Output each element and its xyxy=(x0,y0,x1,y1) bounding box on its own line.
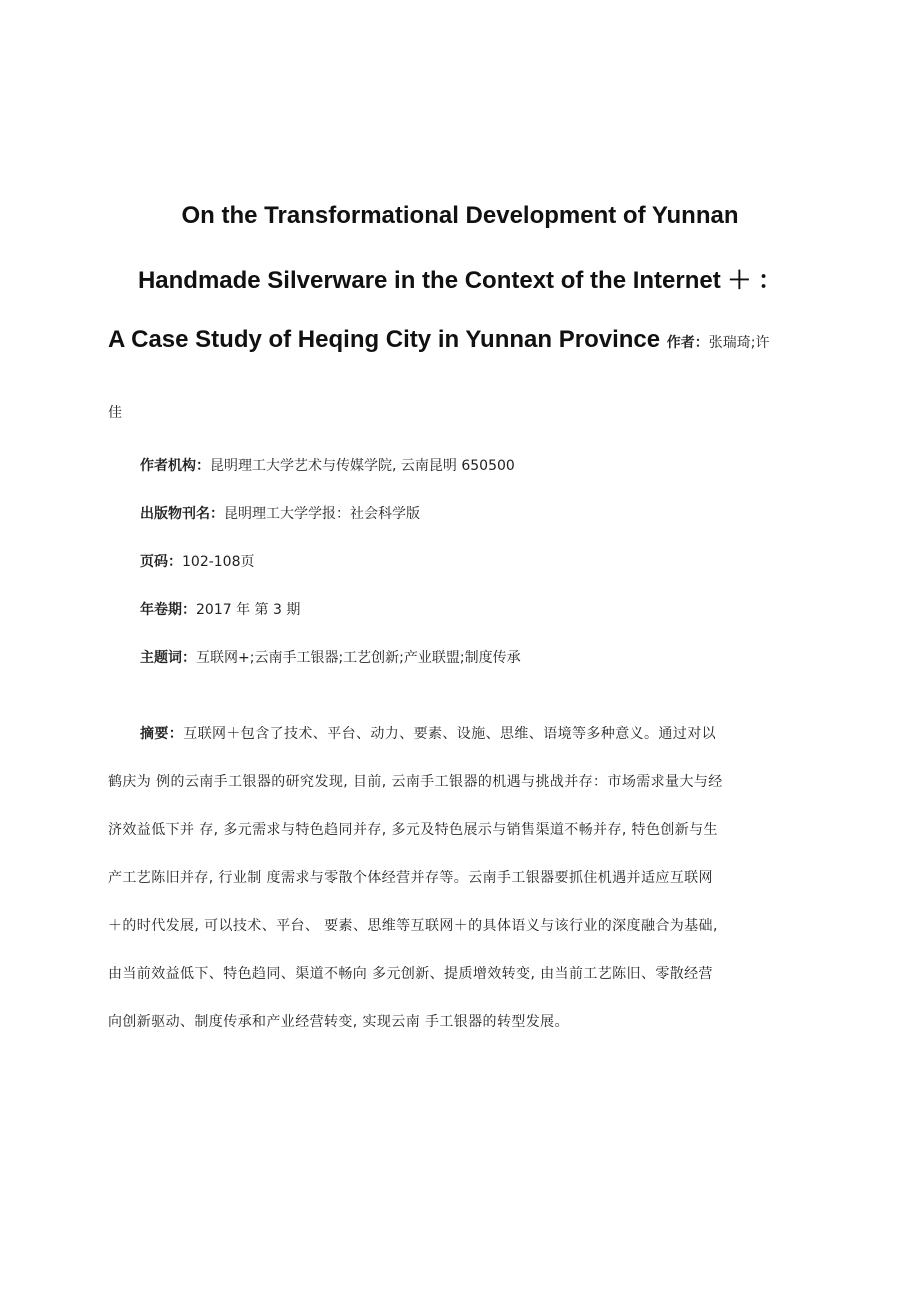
issue-label: 年卷期： xyxy=(140,602,196,618)
abstract-line-6: 由当前效益低下、特色趋同、渠道不畅向 多元创新、提质增效转变, 由当前工艺陈旧、零散经营 xyxy=(108,966,713,982)
keywords xyxy=(140,647,521,667)
abstract-line-4: 产工艺陈旧并存, 行业制 度需求与零散个体经营并存等。云南手工银器要抓住机遇并适应互联网 xyxy=(108,870,713,886)
abstract-line-7: 向创新驱动、制度传承和产业经营转变, 实现云南 手工银器的转型发展。 xyxy=(108,1014,569,1030)
abstract-text-1: 互联网＋包含了技术、平台、动力、要素、设施、思维、语境等多种意义。通过对以 xyxy=(183,726,717,742)
author-value: 张瑞琦;许 xyxy=(708,335,770,351)
author-value-continued: 佳 xyxy=(108,405,122,421)
abstract-line-5: ＋的时代发展, 可以技术、平台、 要素、思维等互联网＋的具体语义与该行业的深度融合为基础, xyxy=(108,918,718,934)
abstract-line-1 xyxy=(140,723,716,743)
abstract-line-2: 鹤庆为 例的云南手工银器的研究发现, 目前, 云南手工银器的机遇与挑战并存：市场需求量大与经 xyxy=(108,774,723,790)
pub-value: 昆明理工大学学报：社会科学版 xyxy=(224,506,420,522)
title-line-1: On the Transformational Development of Yunnan xyxy=(181,202,739,229)
keywords-value: 互联网+;云南手工银器;工艺创新;产业联盟;制度传承 xyxy=(196,650,521,666)
title-line-2: Handmade Silverware in the Context of the Internet ＋ ： xyxy=(137,267,783,294)
pages-value: 102-108页 xyxy=(182,554,255,570)
author-label: 作者： xyxy=(666,335,709,351)
abstract-line-3: 济效益低下并 存, 多元需求与特色趋同并存, 多元及特色展示与销售渠道不畅并存, 特色创新与生 xyxy=(108,822,718,838)
title-line-3 xyxy=(108,326,828,354)
keywords-label: 主题词： xyxy=(140,650,196,666)
org-value: 昆明理工大学艺术与传媒学院, 云南昆明 650500 xyxy=(210,458,515,474)
publication-name xyxy=(140,503,420,523)
issue-value: 2017 年 第 3 期 xyxy=(196,602,301,618)
org-label: 作者机构： xyxy=(140,458,210,474)
title-line-3-text: A Case Study of Heqing City in Yunnan Province xyxy=(108,326,661,353)
author-organization xyxy=(140,455,515,475)
volume-issue xyxy=(140,599,300,619)
page-numbers xyxy=(140,551,255,571)
pages-label: 页码： xyxy=(140,554,182,570)
abstract-label: 摘要： xyxy=(140,726,184,742)
pub-label: 出版物刊名： xyxy=(140,506,224,522)
